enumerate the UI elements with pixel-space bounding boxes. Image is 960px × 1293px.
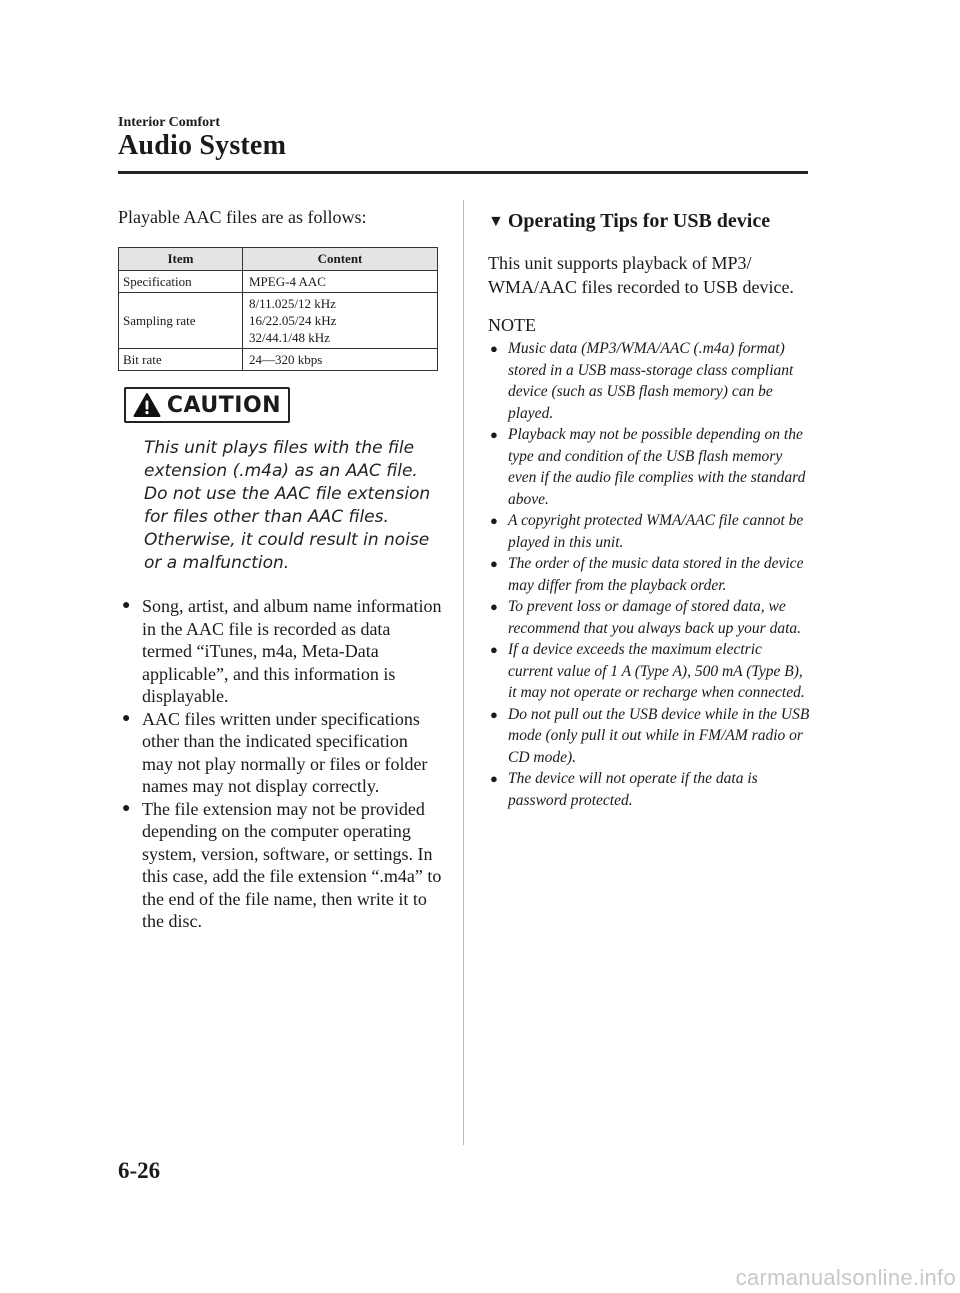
table-header-item: Item bbox=[119, 248, 243, 271]
table-row bbox=[119, 293, 438, 349]
table-cell-line: 8/11.025/12 kHz bbox=[249, 296, 336, 311]
warning-icon bbox=[133, 392, 161, 418]
bullet-icon: ● bbox=[490, 341, 498, 356]
section-body: This unit supports playback of MP3/ WMA/AAC files recorded to USB device. bbox=[488, 253, 794, 297]
bullet-icon: ● bbox=[490, 706, 498, 722]
table-cell-content: MPEG-4 AAC bbox=[243, 271, 438, 293]
bullet-icon: ● bbox=[122, 598, 131, 613]
note-item-text: Do not pull out the USB device while in the USB mode (only pull it out while in FM/AM radio or CD mode). bbox=[508, 705, 810, 766]
note-item-text: If a device exceeds the maximum electric current value of 1 A (Type A), 500 mA (Type B), it may not operate or recharge when connected. bbox=[508, 641, 805, 701]
caution-text: This unit plays files with the file extension (.m4a) as an AAC file. Do not use the AAC file extension for files other than AAC files. Otherwise, it could result in noise or a malfunction. bbox=[144, 438, 431, 573]
section-label: Interior Comfort bbox=[118, 115, 220, 130]
right-column bbox=[488, 210, 810, 811]
note-item-text: To prevent loss or damage of stored data, we recommend that you always back up your data. bbox=[508, 598, 802, 637]
note-item-text: Playback may not be possible depending on the type and condition of the USB flash memory even if the audio file complies with the standard above. bbox=[508, 426, 806, 508]
watermark-link[interactable]: carmanualsonline.info bbox=[735, 1265, 956, 1290]
bullet-icon: ● bbox=[490, 556, 498, 571]
caution-label: CAUTION bbox=[166, 392, 282, 418]
list-item bbox=[118, 595, 443, 708]
section-heading-text: Operating Tips for USB device bbox=[507, 210, 771, 232]
table-cell-line: 32/44.1/48 kHz bbox=[249, 330, 330, 345]
page-title: Audio System bbox=[118, 130, 287, 161]
list-item-text: The file extension may not be provided depending on the computer operating system, version, software, or settings. In this case, add the file extension “.m4a” to the end of the file name, then write it to the disc. bbox=[142, 798, 442, 931]
table-row bbox=[119, 271, 438, 293]
table-header-row bbox=[119, 248, 438, 271]
note-item bbox=[488, 424, 810, 510]
list-item bbox=[118, 708, 443, 798]
list-item bbox=[118, 798, 443, 933]
note-item-text: Music data (MP3/WMA/AAC (.m4a) format) stored in a USB mass-storage class compliant device (such as USB flash memory) can be played. bbox=[508, 340, 794, 422]
table-cell-item: Bit rate bbox=[119, 349, 243, 371]
note-item bbox=[488, 704, 810, 769]
note-item bbox=[488, 338, 810, 424]
note-item bbox=[488, 510, 810, 553]
bullet-icon: ● bbox=[490, 513, 498, 528]
table-cell-line: 16/22.05/24 kHz bbox=[249, 313, 337, 328]
bullet-icon: ● bbox=[490, 599, 498, 614]
list-item-text: AAC files written under specifications other than the indicated specification may not play normally or files or folder names may not display correctly. bbox=[142, 708, 428, 796]
left-column bbox=[118, 205, 443, 933]
note-list bbox=[488, 338, 810, 811]
aac-bullet-list bbox=[118, 595, 443, 933]
table-cell-content: 24—320 kbps bbox=[243, 349, 438, 371]
note-item bbox=[488, 596, 810, 639]
triangle-down-icon: ▼ bbox=[488, 212, 504, 230]
caution-badge bbox=[124, 387, 290, 423]
note-item bbox=[488, 553, 810, 596]
note-item bbox=[488, 639, 810, 704]
intro-text: Playable AAC files are as follows: bbox=[118, 207, 367, 227]
table-cell-item: Specification bbox=[119, 271, 243, 293]
page-number: 6-26 bbox=[118, 1158, 161, 1183]
column-divider bbox=[463, 200, 464, 1145]
bullet-icon: ● bbox=[490, 642, 498, 657]
section-heading bbox=[488, 210, 810, 233]
note-item-text: The order of the music data stored in the device may differ from the playback order. bbox=[508, 555, 804, 594]
note-item bbox=[488, 768, 810, 811]
table-header-content: Content bbox=[243, 248, 438, 271]
note-item-text: The device will not operate if the data is password protected. bbox=[508, 770, 758, 809]
list-item-text: Song, artist, and album name information in the AAC file is recorded as data termed “iTunes, m4a, Meta-Data applicable”, and this information is displayable. bbox=[142, 596, 442, 706]
note-label: NOTE bbox=[488, 315, 536, 335]
bullet-icon: ● bbox=[122, 710, 131, 726]
table-row bbox=[119, 349, 438, 371]
table-cell-item: Sampling rate bbox=[119, 293, 243, 349]
bullet-icon: ● bbox=[122, 800, 131, 816]
note-item-text: A copyright protected WMA/AAC file cannot be played in this unit. bbox=[508, 512, 804, 551]
table-cell-content bbox=[243, 293, 438, 349]
bullet-icon: ● bbox=[490, 771, 498, 786]
bullet-icon: ● bbox=[490, 427, 498, 442]
aac-spec-table bbox=[118, 247, 438, 371]
header-rule bbox=[118, 171, 808, 174]
